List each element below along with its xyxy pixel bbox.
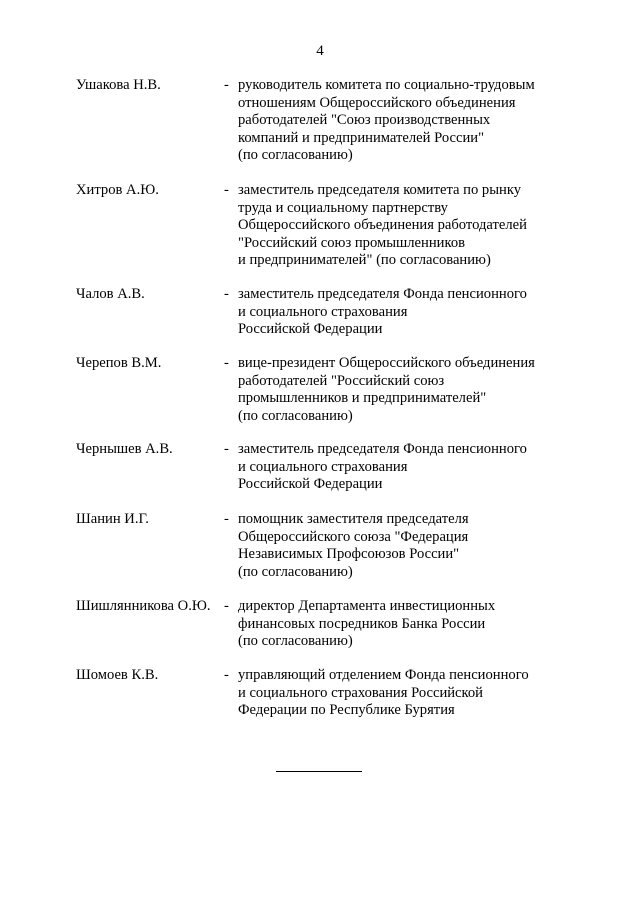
description-line: заместитель председателя Фонда пенсионного: [238, 441, 527, 457]
description-line: и социального страхования: [238, 458, 408, 475]
description-line: работодателей "Союз производственных: [238, 112, 491, 129]
description-line: помощник заместителя председателя: [238, 511, 469, 527]
entry-description: [238, 355, 598, 425]
entry-dash: -: [224, 77, 229, 93]
entry-description: [238, 598, 598, 651]
description-line: заместитель председателя комитета по рынку: [238, 182, 522, 198]
description-line: труда и социальному партнерству: [238, 199, 448, 216]
entry-name: Шанин И.Г.: [76, 511, 149, 527]
page-number: 4: [316, 43, 324, 59]
description-line: Федерации по Республике Бурятия: [238, 702, 455, 719]
description-line: руководитель комитета по социально-трудовым: [238, 77, 535, 93]
description-line: "Российский союз промышленников: [238, 234, 466, 251]
description-line: Общероссийского объединения работодателей: [238, 217, 527, 234]
description-line: и социального страхования Российской: [238, 684, 483, 701]
entry-description: [238, 182, 598, 270]
description-line: заместитель председателя Фонда пенсионного: [238, 286, 527, 302]
entry-dash: -: [224, 667, 229, 683]
entry-name: Шишлянникова О.Ю.: [76, 598, 211, 614]
description-line: Независимых Профсоюзов России": [238, 546, 460, 563]
entry-dash: -: [224, 441, 229, 457]
entry-name: Ушакова Н.В.: [76, 77, 161, 93]
description-line: (по согласованию): [238, 147, 353, 164]
description-line: компаний и предпринимателей России": [238, 129, 485, 146]
entry-dash: -: [224, 511, 229, 527]
entry-dash: -: [224, 286, 229, 302]
description-line: промышленников и предпринимателей": [238, 390, 487, 407]
description-line: Российской Федерации: [238, 321, 383, 338]
entry-dash: -: [224, 598, 229, 614]
entry-description: [238, 667, 598, 720]
description-line: (по согласованию): [238, 407, 353, 424]
description-line: и предпринимателей" (по согласованию): [238, 252, 491, 269]
description-line: управляющий отделением Фонда пенсионного: [238, 667, 529, 683]
description-line: (по согласованию): [238, 633, 353, 650]
description-line: Общероссийского союза "Федерация: [238, 528, 469, 545]
description-line: работодателей "Российский союз: [238, 372, 445, 389]
entry-description: [238, 77, 598, 165]
entry-dash: -: [224, 182, 229, 198]
description-line: финансовых посредников Банка России: [238, 615, 486, 632]
entry-name: Чернышев А.В.: [76, 441, 173, 457]
entry-name: Хитров А.Ю.: [76, 182, 159, 198]
description-line: Российской Федерации: [238, 476, 383, 493]
entry-name: Черепов В.М.: [76, 355, 162, 371]
entry-description: [238, 286, 598, 339]
entry-dash: -: [224, 355, 229, 371]
description-line: и социального страхования: [238, 303, 408, 320]
end-of-list-rule: [276, 771, 362, 772]
entry-name: Шомоев К.В.: [76, 667, 159, 683]
entry-description: [238, 511, 598, 581]
entry-description: [238, 441, 598, 494]
description-line: директор Департамента инвестиционных: [238, 598, 496, 614]
entry-name: Чалов А.В.: [76, 286, 145, 302]
description-line: (по согласованию): [238, 563, 353, 580]
description-line: вице-президент Общероссийского объединения: [238, 355, 535, 371]
description-line: отношениям Общероссийского объединения: [238, 94, 516, 111]
